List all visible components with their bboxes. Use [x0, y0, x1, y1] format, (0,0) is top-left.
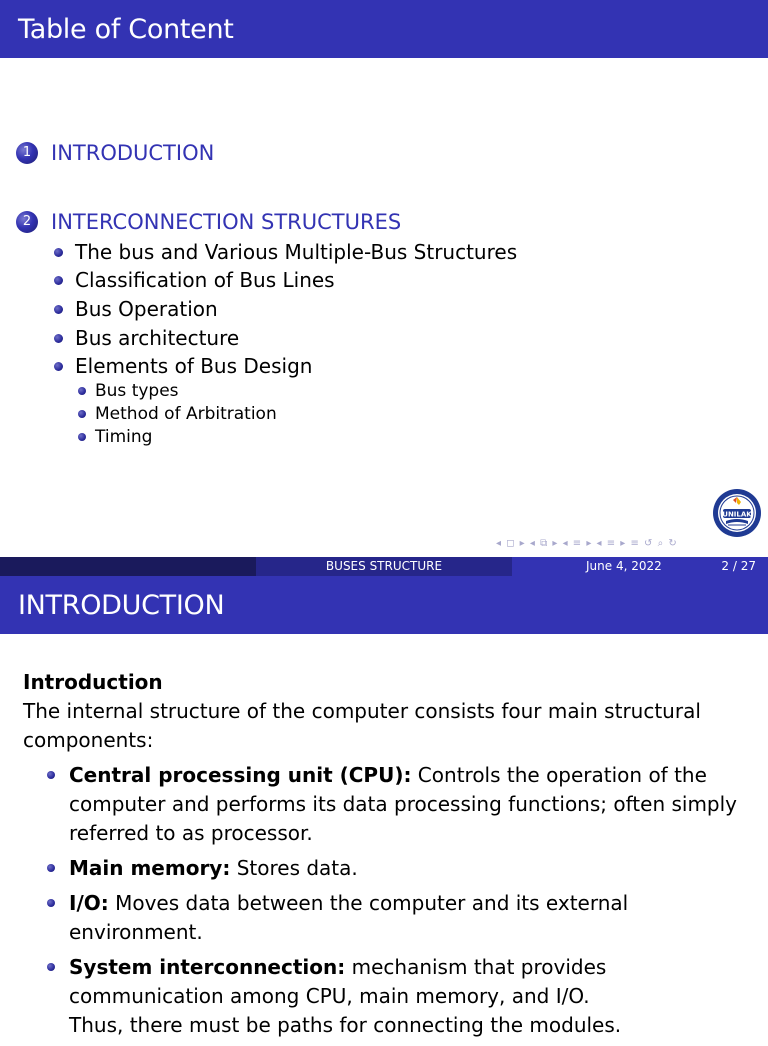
subsubsection-label: Method of Arbitration — [95, 404, 277, 424]
component-list — [23, 761, 753, 1040]
section-number-ball: 1 — [16, 142, 38, 164]
list-item — [23, 889, 753, 947]
item-text: mechanism that provides communication among CPU, main memory, and I/O. — [69, 955, 607, 1008]
item-text: Moves data between the computer and its external environment. — [69, 891, 629, 944]
subsection-label: The bus and Various Multiple-Bus Structures — [75, 240, 518, 264]
beamer-navigation[interactable]: ◂ ◻ ▸ ◂ ⧉ ▸ ◂ ≡ ▸ ◂ ≡ ▸ ≡ ↺ ⌕ ↻ — [496, 538, 678, 549]
section-label: INTERCONNECTION STRUCTURES — [51, 210, 402, 234]
slide-introduction — [0, 576, 768, 1037]
footer-left — [0, 557, 256, 576]
section-number-ball: 2 — [16, 211, 38, 233]
subsection-label: Bus architecture — [75, 326, 240, 350]
subsection-label: Elements of Bus Design — [75, 354, 313, 378]
footer-page-number: 2 / 27 — [721, 559, 756, 573]
list-item — [23, 953, 753, 1040]
bullet-icon — [54, 362, 63, 371]
unilak-logo — [712, 488, 762, 538]
subsection-label: Classification of Bus Lines — [75, 268, 335, 292]
bullet-icon — [47, 771, 55, 779]
item-term: Central processing unit (CPU): — [69, 763, 412, 787]
subsubsection-label: Bus types — [95, 381, 179, 401]
bullet-icon — [78, 387, 86, 395]
block-heading: Introduction — [23, 670, 163, 694]
bullet-icon — [54, 276, 63, 285]
subsubsection-label: Timing — [95, 427, 153, 447]
item-text: Stores data. — [230, 856, 358, 880]
footer-right — [512, 557, 768, 576]
footer-title: BUSES STRUCTURE — [256, 557, 512, 576]
subsection-label: Bus Operation — [75, 297, 218, 321]
title-bar — [0, 576, 768, 634]
slide-title: INTRODUCTION — [18, 590, 225, 621]
bullet-icon — [47, 864, 55, 872]
logo-text: UNILAK — [722, 510, 752, 519]
item-term: Main memory: — [69, 856, 231, 880]
bullet-icon — [47, 963, 55, 971]
title-bar — [0, 0, 768, 58]
item-term: System interconnection: — [69, 955, 346, 979]
item-text: Controls the operation of the computer and performs its data processing functions; often simply referred to as processor. — [69, 763, 738, 845]
bullet-icon — [54, 305, 63, 314]
section-label: INTRODUCTION — [51, 141, 215, 165]
bullet-icon — [54, 334, 63, 343]
slide-body — [23, 668, 753, 1046]
list-item — [23, 761, 753, 848]
slide-title: Table of Content — [18, 14, 234, 45]
intro-text: The internal structure of the computer consists four main structural components: — [23, 699, 701, 752]
item-term: I/O: — [69, 891, 109, 915]
bullet-icon — [78, 433, 86, 441]
list-item — [23, 854, 753, 883]
trailing-text: Thus, there must be paths for connecting the modules. — [69, 1013, 622, 1037]
footer-bar — [0, 557, 768, 576]
bullet-icon — [47, 899, 55, 907]
bullet-icon — [78, 410, 86, 418]
footer-date: June 4, 2022 — [586, 559, 662, 573]
bullet-icon — [54, 248, 63, 257]
